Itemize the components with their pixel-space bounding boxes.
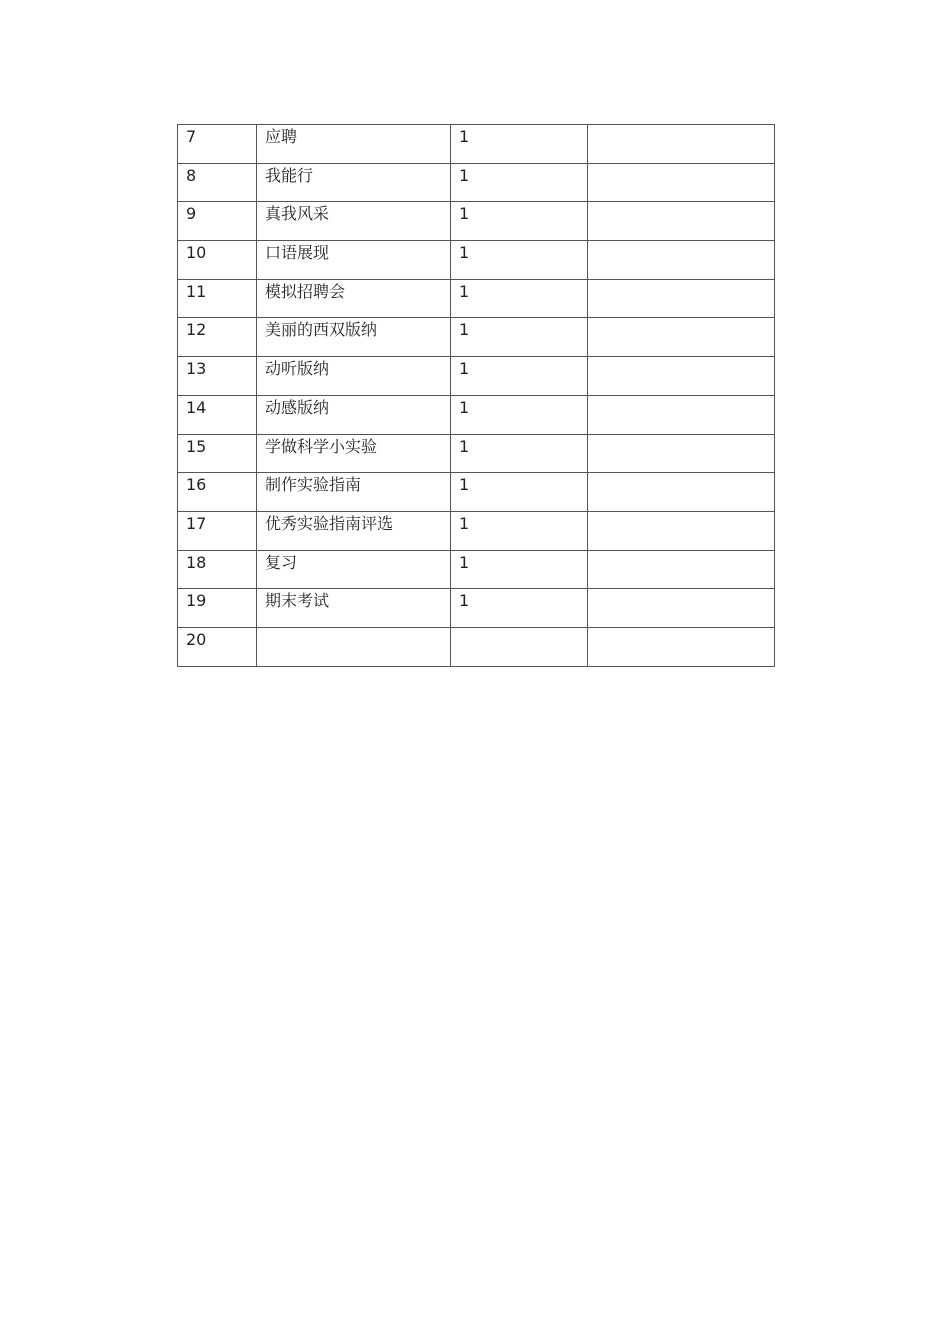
note-cell: [588, 163, 775, 202]
table-row: [178, 163, 775, 202]
note-cell: [588, 627, 775, 666]
content-cell: 应聘: [257, 125, 451, 164]
week-cell: 11: [178, 279, 257, 318]
hours-cell: 1: [451, 511, 588, 550]
hours-cell: 1: [451, 202, 588, 241]
table-row: [178, 241, 775, 280]
hours-cell: 1: [451, 357, 588, 396]
hours-cell: 1: [451, 241, 588, 280]
note-cell: [588, 279, 775, 318]
content-cell: 我能行: [257, 163, 451, 202]
note-cell: [588, 318, 775, 357]
table-row: [178, 589, 775, 628]
week-cell: 16: [178, 473, 257, 512]
note-cell: [588, 202, 775, 241]
week-cell: 19: [178, 589, 257, 628]
note-cell: [588, 550, 775, 589]
table-row: [178, 434, 775, 473]
note-cell: [588, 511, 775, 550]
content-cell: 优秀实验指南评选: [257, 511, 451, 550]
week-cell: 8: [178, 163, 257, 202]
hours-cell: 1: [451, 395, 588, 434]
week-cell: 7: [178, 125, 257, 164]
table-row: [178, 511, 775, 550]
table-row: [178, 550, 775, 589]
hours-cell: 1: [451, 279, 588, 318]
week-cell: 10: [178, 241, 257, 280]
hours-cell: 1: [451, 318, 588, 357]
table-row: [178, 627, 775, 666]
week-cell: 14: [178, 395, 257, 434]
week-cell: 9: [178, 202, 257, 241]
content-cell: 美丽的西双版纳: [257, 318, 451, 357]
note-cell: [588, 473, 775, 512]
week-cell: 15: [178, 434, 257, 473]
week-cell: 17: [178, 511, 257, 550]
week-cell: 18: [178, 550, 257, 589]
table-row: [178, 395, 775, 434]
note-cell: [588, 241, 775, 280]
hours-cell: [451, 627, 588, 666]
table-row: [178, 279, 775, 318]
hours-cell: 1: [451, 473, 588, 512]
content-cell: 动感版纳: [257, 395, 451, 434]
note-cell: [588, 357, 775, 396]
content-cell: 制作实验指南: [257, 473, 451, 512]
content-cell: 复习: [257, 550, 451, 589]
table-row: [178, 202, 775, 241]
hours-cell: 1: [451, 434, 588, 473]
table-row: [178, 357, 775, 396]
content-cell: 学做科学小实验: [257, 434, 451, 473]
content-cell: [257, 627, 451, 666]
table-row: [178, 125, 775, 164]
note-cell: [588, 395, 775, 434]
note-cell: [588, 125, 775, 164]
hours-cell: 1: [451, 550, 588, 589]
hours-cell: 1: [451, 589, 588, 628]
content-cell: 真我风采: [257, 202, 451, 241]
week-cell: 12: [178, 318, 257, 357]
content-cell: 模拟招聘会: [257, 279, 451, 318]
table-row: [178, 318, 775, 357]
hours-cell: 1: [451, 125, 588, 164]
note-cell: [588, 434, 775, 473]
table-row: [178, 473, 775, 512]
schedule-table: [177, 124, 775, 667]
week-cell: 20: [178, 627, 257, 666]
week-cell: 13: [178, 357, 257, 396]
content-cell: 期末考试: [257, 589, 451, 628]
content-cell: 口语展现: [257, 241, 451, 280]
hours-cell: 1: [451, 163, 588, 202]
content-cell: 动听版纳: [257, 357, 451, 396]
note-cell: [588, 589, 775, 628]
